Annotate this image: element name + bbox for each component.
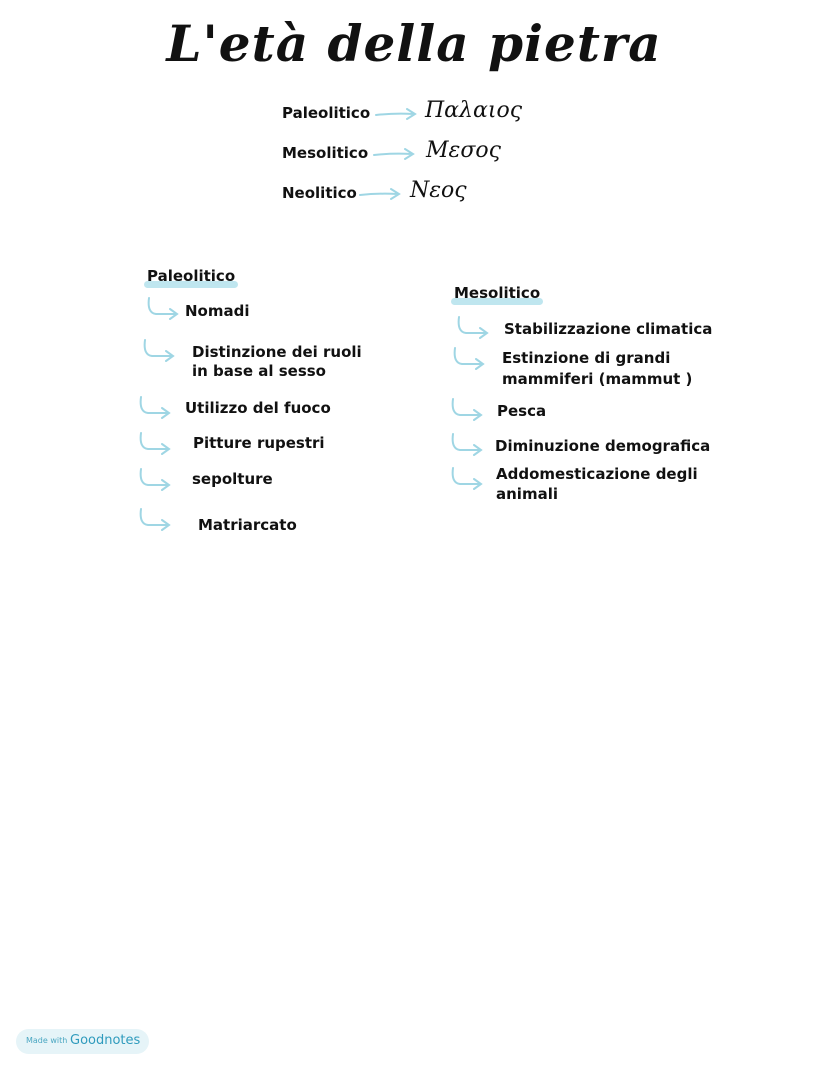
right-arrow-icon [358, 186, 404, 202]
badge-made-with: Made with [26, 1036, 68, 1045]
etymology-greek: Νεος [410, 178, 467, 203]
curved-arrow-icon [144, 296, 182, 320]
curved-arrow-icon [450, 346, 488, 370]
right-arrow-icon [374, 106, 420, 122]
curved-arrow-icon [448, 397, 486, 421]
curved-arrow-icon [136, 431, 174, 455]
curved-arrow-icon [454, 315, 492, 339]
curved-arrow-icon [136, 395, 174, 419]
etymology-greek: Μεσος [426, 138, 501, 163]
badge-brand: Goodnotes [70, 1033, 141, 1048]
goodnotes-badge[interactable] [16, 1029, 149, 1054]
curved-arrow-icon [136, 467, 174, 491]
etymology-term: Paleolitico [282, 104, 371, 122]
curved-arrow-icon [140, 338, 178, 362]
page-title: L'età della pietra [166, 14, 662, 73]
curved-arrow-icon [448, 432, 486, 456]
curved-arrow-icon [136, 507, 174, 531]
etymology-greek: Παλαιος [425, 98, 523, 123]
curved-arrow-icon [448, 466, 486, 490]
section-heading-mesolitico: Mesolitico [454, 284, 540, 302]
section-heading-paleolitico: Paleolitico [147, 267, 235, 285]
right-arrow-icon [372, 146, 418, 162]
etymology-term: Mesolitico [282, 144, 369, 162]
etymology-term: Neolitico [282, 184, 357, 202]
